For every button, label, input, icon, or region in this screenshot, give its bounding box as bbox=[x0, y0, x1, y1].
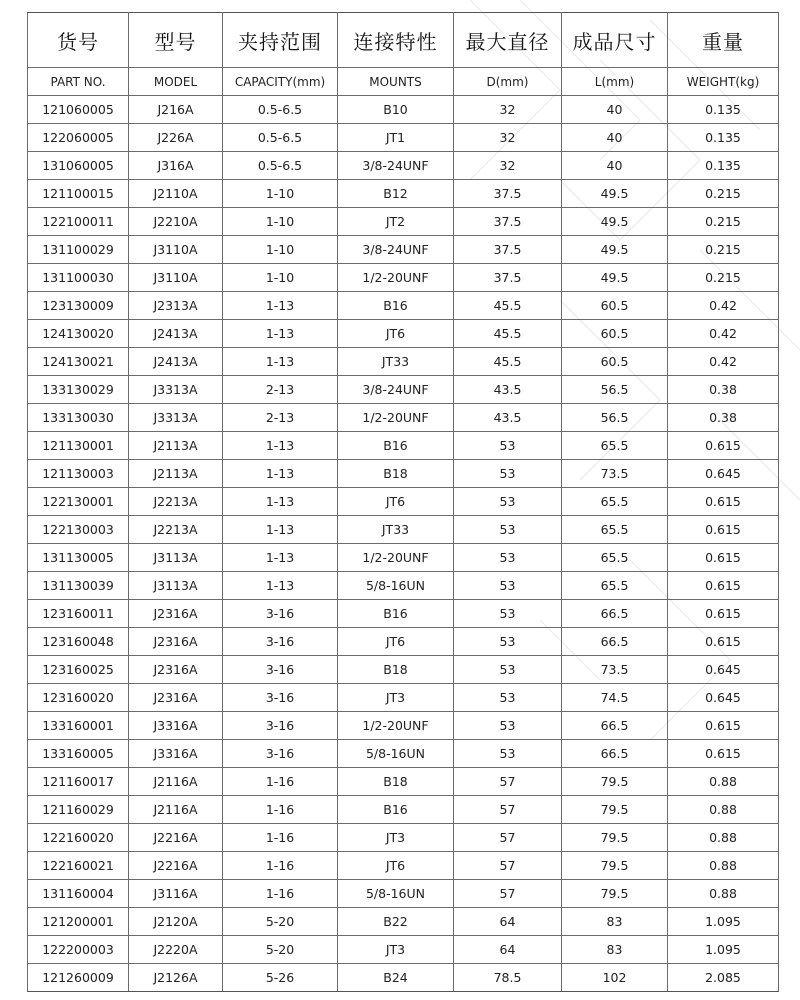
cell-diameter: 43.5 bbox=[454, 376, 562, 404]
cell-mounts: JT3 bbox=[338, 824, 454, 852]
cell-length: 79.5 bbox=[562, 852, 668, 880]
cell-capacity: 3-16 bbox=[223, 656, 338, 684]
cell-model: J2113A bbox=[129, 460, 223, 488]
cell-weight: 0.615 bbox=[668, 712, 779, 740]
cell-capacity: 3-16 bbox=[223, 600, 338, 628]
cell-weight: 0.215 bbox=[668, 180, 779, 208]
cell-capacity: 1-16 bbox=[223, 852, 338, 880]
table-row bbox=[28, 908, 779, 936]
cell-length: 60.5 bbox=[562, 320, 668, 348]
cell-length: 73.5 bbox=[562, 656, 668, 684]
table-row bbox=[28, 124, 779, 152]
cell-capacity: 3-16 bbox=[223, 684, 338, 712]
cell-length: 79.5 bbox=[562, 796, 668, 824]
cell-diameter: 53 bbox=[454, 516, 562, 544]
cell-diameter: 53 bbox=[454, 628, 562, 656]
cell-model: J2316A bbox=[129, 684, 223, 712]
header-cn-model: 型号 bbox=[129, 13, 223, 68]
cell-part-no: 133130029 bbox=[28, 376, 129, 404]
cell-length: 79.5 bbox=[562, 880, 668, 908]
cell-part-no: 121200001 bbox=[28, 908, 129, 936]
cell-length: 65.5 bbox=[562, 488, 668, 516]
table-row bbox=[28, 432, 779, 460]
cell-mounts: 1/2-20UNF bbox=[338, 404, 454, 432]
cell-part-no: 122100011 bbox=[28, 208, 129, 236]
cell-mounts: JT3 bbox=[338, 936, 454, 964]
cell-length: 102 bbox=[562, 964, 668, 992]
cell-weight: 0.88 bbox=[668, 852, 779, 880]
cell-mounts: B24 bbox=[338, 964, 454, 992]
cell-capacity: 2-13 bbox=[223, 404, 338, 432]
cell-model: J2213A bbox=[129, 488, 223, 516]
cell-model: J2126A bbox=[129, 964, 223, 992]
cell-part-no: 131130005 bbox=[28, 544, 129, 572]
cell-mounts: B18 bbox=[338, 768, 454, 796]
cell-capacity: 1-13 bbox=[223, 292, 338, 320]
cell-part-no: 131100029 bbox=[28, 236, 129, 264]
cell-capacity: 1-13 bbox=[223, 348, 338, 376]
table-row bbox=[28, 404, 779, 432]
cell-weight: 0.42 bbox=[668, 320, 779, 348]
cell-part-no: 123160020 bbox=[28, 684, 129, 712]
cell-part-no: 133160005 bbox=[28, 740, 129, 768]
table-row bbox=[28, 544, 779, 572]
header-en-part-no: PART NO. bbox=[28, 68, 129, 96]
cell-capacity: 5-20 bbox=[223, 908, 338, 936]
cell-weight: 0.38 bbox=[668, 404, 779, 432]
cell-weight: 2.085 bbox=[668, 964, 779, 992]
cell-length: 66.5 bbox=[562, 712, 668, 740]
cell-capacity: 1-13 bbox=[223, 572, 338, 600]
cell-length: 73.5 bbox=[562, 460, 668, 488]
cell-model: J226A bbox=[129, 124, 223, 152]
cell-capacity: 1-10 bbox=[223, 208, 338, 236]
cell-model: J3110A bbox=[129, 264, 223, 292]
header-cn-length: 成品尺寸 bbox=[562, 13, 668, 68]
cell-diameter: 32 bbox=[454, 152, 562, 180]
cell-diameter: 64 bbox=[454, 908, 562, 936]
cell-model: J2316A bbox=[129, 600, 223, 628]
table-row bbox=[28, 768, 779, 796]
header-cn-capacity: 夹持范围 bbox=[223, 13, 338, 68]
cell-mounts: 3/8-24UNF bbox=[338, 376, 454, 404]
table-row bbox=[28, 852, 779, 880]
cell-model: J2316A bbox=[129, 656, 223, 684]
cell-part-no: 123160048 bbox=[28, 628, 129, 656]
table-body bbox=[28, 96, 779, 992]
table-row bbox=[28, 936, 779, 964]
cell-capacity: 1-10 bbox=[223, 264, 338, 292]
table-row bbox=[28, 796, 779, 824]
cell-part-no: 123130009 bbox=[28, 292, 129, 320]
cell-diameter: 57 bbox=[454, 768, 562, 796]
cell-diameter: 78.5 bbox=[454, 964, 562, 992]
cell-length: 65.5 bbox=[562, 516, 668, 544]
cell-capacity: 3-16 bbox=[223, 712, 338, 740]
header-row-cn bbox=[28, 13, 779, 68]
table-row bbox=[28, 348, 779, 376]
cell-model: J3113A bbox=[129, 544, 223, 572]
cell-diameter: 53 bbox=[454, 572, 562, 600]
cell-part-no: 122160021 bbox=[28, 852, 129, 880]
cell-diameter: 57 bbox=[454, 852, 562, 880]
cell-diameter: 57 bbox=[454, 824, 562, 852]
cell-weight: 0.645 bbox=[668, 460, 779, 488]
cell-diameter: 53 bbox=[454, 460, 562, 488]
cell-mounts: JT2 bbox=[338, 208, 454, 236]
cell-part-no: 124130020 bbox=[28, 320, 129, 348]
cell-length: 49.5 bbox=[562, 208, 668, 236]
cell-part-no: 131060005 bbox=[28, 152, 129, 180]
cell-diameter: 53 bbox=[454, 432, 562, 460]
cell-capacity: 1-16 bbox=[223, 796, 338, 824]
cell-length: 49.5 bbox=[562, 180, 668, 208]
cell-mounts: 5/8-16UN bbox=[338, 572, 454, 600]
cell-length: 60.5 bbox=[562, 348, 668, 376]
cell-mounts: 5/8-16UN bbox=[338, 880, 454, 908]
cell-model: J2313A bbox=[129, 292, 223, 320]
table-row bbox=[28, 460, 779, 488]
cell-mounts: 1/2-20UNF bbox=[338, 264, 454, 292]
cell-diameter: 37.5 bbox=[454, 236, 562, 264]
cell-model: J2110A bbox=[129, 180, 223, 208]
cell-mounts: B10 bbox=[338, 96, 454, 124]
cell-diameter: 37.5 bbox=[454, 180, 562, 208]
cell-capacity: 1-10 bbox=[223, 180, 338, 208]
cell-length: 83 bbox=[562, 908, 668, 936]
cell-capacity: 1-13 bbox=[223, 460, 338, 488]
cell-mounts: JT6 bbox=[338, 852, 454, 880]
cell-part-no: 121160029 bbox=[28, 796, 129, 824]
header-row-en bbox=[28, 68, 779, 96]
table-row bbox=[28, 376, 779, 404]
cell-mounts: 3/8-24UNF bbox=[338, 236, 454, 264]
cell-model: J3316A bbox=[129, 740, 223, 768]
cell-mounts: JT6 bbox=[338, 320, 454, 348]
table-row bbox=[28, 264, 779, 292]
cell-part-no: 131160004 bbox=[28, 880, 129, 908]
cell-weight: 0.215 bbox=[668, 208, 779, 236]
header-cn-part-no: 货号 bbox=[28, 13, 129, 68]
cell-length: 83 bbox=[562, 936, 668, 964]
spec-table bbox=[27, 12, 779, 992]
cell-model: J2120A bbox=[129, 908, 223, 936]
header-cn-diameter: 最大直径 bbox=[454, 13, 562, 68]
header-en-model: MODEL bbox=[129, 68, 223, 96]
cell-diameter: 53 bbox=[454, 740, 562, 768]
cell-part-no: 123160025 bbox=[28, 656, 129, 684]
cell-part-no: 121100015 bbox=[28, 180, 129, 208]
cell-diameter: 53 bbox=[454, 544, 562, 572]
cell-length: 66.5 bbox=[562, 628, 668, 656]
cell-model: J2413A bbox=[129, 348, 223, 376]
cell-mounts: B16 bbox=[338, 600, 454, 628]
cell-mounts: 3/8-24UNF bbox=[338, 152, 454, 180]
cell-mounts: JT6 bbox=[338, 628, 454, 656]
cell-model: J2216A bbox=[129, 852, 223, 880]
cell-capacity: 1-13 bbox=[223, 488, 338, 516]
cell-weight: 0.615 bbox=[668, 600, 779, 628]
cell-diameter: 32 bbox=[454, 124, 562, 152]
cell-capacity: 1-13 bbox=[223, 544, 338, 572]
cell-length: 65.5 bbox=[562, 544, 668, 572]
cell-capacity: 1-13 bbox=[223, 320, 338, 348]
table-row bbox=[28, 488, 779, 516]
cell-part-no: 122130001 bbox=[28, 488, 129, 516]
table-row bbox=[28, 292, 779, 320]
cell-model: J2216A bbox=[129, 824, 223, 852]
cell-mounts: B16 bbox=[338, 432, 454, 460]
cell-diameter: 37.5 bbox=[454, 208, 562, 236]
table-row bbox=[28, 96, 779, 124]
table-row bbox=[28, 572, 779, 600]
table-row bbox=[28, 684, 779, 712]
cell-weight: 0.615 bbox=[668, 516, 779, 544]
cell-part-no: 133130030 bbox=[28, 404, 129, 432]
cell-part-no: 123160011 bbox=[28, 600, 129, 628]
cell-weight: 1.095 bbox=[668, 936, 779, 964]
cell-diameter: 45.5 bbox=[454, 348, 562, 376]
cell-length: 79.5 bbox=[562, 768, 668, 796]
table-row bbox=[28, 880, 779, 908]
cell-part-no: 121130003 bbox=[28, 460, 129, 488]
cell-length: 79.5 bbox=[562, 824, 668, 852]
cell-capacity: 5-26 bbox=[223, 964, 338, 992]
cell-model: J216A bbox=[129, 96, 223, 124]
cell-weight: 0.88 bbox=[668, 880, 779, 908]
table-row bbox=[28, 600, 779, 628]
cell-length: 56.5 bbox=[562, 404, 668, 432]
cell-weight: 0.88 bbox=[668, 824, 779, 852]
cell-diameter: 37.5 bbox=[454, 264, 562, 292]
table-row bbox=[28, 180, 779, 208]
cell-mounts: B16 bbox=[338, 796, 454, 824]
cell-mounts: JT3 bbox=[338, 684, 454, 712]
table-row bbox=[28, 236, 779, 264]
cell-diameter: 53 bbox=[454, 600, 562, 628]
cell-mounts: B22 bbox=[338, 908, 454, 936]
cell-part-no: 131130039 bbox=[28, 572, 129, 600]
cell-diameter: 45.5 bbox=[454, 292, 562, 320]
cell-model: J2116A bbox=[129, 796, 223, 824]
cell-part-no: 124130021 bbox=[28, 348, 129, 376]
cell-length: 40 bbox=[562, 96, 668, 124]
cell-mounts: 1/2-20UNF bbox=[338, 544, 454, 572]
cell-capacity: 1-10 bbox=[223, 236, 338, 264]
cell-model: J316A bbox=[129, 152, 223, 180]
table-row bbox=[28, 964, 779, 992]
cell-part-no: 121130001 bbox=[28, 432, 129, 460]
cell-model: J2413A bbox=[129, 320, 223, 348]
cell-length: 49.5 bbox=[562, 236, 668, 264]
header-en-weight: WEIGHT(kg) bbox=[668, 68, 779, 96]
header-en-diameter: D(mm) bbox=[454, 68, 562, 96]
cell-part-no: 122130003 bbox=[28, 516, 129, 544]
cell-mounts: B16 bbox=[338, 292, 454, 320]
table-row bbox=[28, 208, 779, 236]
cell-diameter: 57 bbox=[454, 880, 562, 908]
cell-mounts: JT33 bbox=[338, 348, 454, 376]
cell-model: J2220A bbox=[129, 936, 223, 964]
cell-capacity: 1-13 bbox=[223, 432, 338, 460]
cell-length: 74.5 bbox=[562, 684, 668, 712]
cell-length: 65.5 bbox=[562, 432, 668, 460]
cell-mounts: B18 bbox=[338, 460, 454, 488]
cell-capacity: 0.5-6.5 bbox=[223, 124, 338, 152]
header-en-length: L(mm) bbox=[562, 68, 668, 96]
cell-mounts: 5/8-16UN bbox=[338, 740, 454, 768]
cell-weight: 0.88 bbox=[668, 768, 779, 796]
cell-model: J3116A bbox=[129, 880, 223, 908]
table-row bbox=[28, 320, 779, 348]
cell-length: 40 bbox=[562, 152, 668, 180]
cell-weight: 0.615 bbox=[668, 544, 779, 572]
cell-capacity: 0.5-6.5 bbox=[223, 96, 338, 124]
cell-weight: 0.135 bbox=[668, 124, 779, 152]
cell-part-no: 121060005 bbox=[28, 96, 129, 124]
cell-capacity: 1-13 bbox=[223, 516, 338, 544]
cell-model: J3313A bbox=[129, 376, 223, 404]
cell-weight: 0.42 bbox=[668, 348, 779, 376]
cell-diameter: 45.5 bbox=[454, 320, 562, 348]
cell-model: J2210A bbox=[129, 208, 223, 236]
cell-model: J3313A bbox=[129, 404, 223, 432]
cell-weight: 0.645 bbox=[668, 656, 779, 684]
cell-weight: 0.135 bbox=[668, 96, 779, 124]
cell-mounts: JT1 bbox=[338, 124, 454, 152]
cell-part-no: 131100030 bbox=[28, 264, 129, 292]
header-en-mounts: MOUNTS bbox=[338, 68, 454, 96]
cell-mounts: JT6 bbox=[338, 488, 454, 516]
cell-model: J3110A bbox=[129, 236, 223, 264]
header-en-capacity: CAPACITY(mm) bbox=[223, 68, 338, 96]
header-cn-mounts: 连接特性 bbox=[338, 13, 454, 68]
cell-weight: 0.135 bbox=[668, 152, 779, 180]
cell-length: 60.5 bbox=[562, 292, 668, 320]
cell-part-no: 122060005 bbox=[28, 124, 129, 152]
cell-model: J2316A bbox=[129, 628, 223, 656]
cell-mounts: JT33 bbox=[338, 516, 454, 544]
cell-weight: 0.615 bbox=[668, 628, 779, 656]
table-row bbox=[28, 824, 779, 852]
cell-capacity: 1-16 bbox=[223, 824, 338, 852]
cell-part-no: 121160017 bbox=[28, 768, 129, 796]
cell-mounts: B18 bbox=[338, 656, 454, 684]
cell-model: J3113A bbox=[129, 572, 223, 600]
cell-diameter: 64 bbox=[454, 936, 562, 964]
cell-weight: 0.615 bbox=[668, 432, 779, 460]
cell-model: J3316A bbox=[129, 712, 223, 740]
cell-diameter: 53 bbox=[454, 712, 562, 740]
cell-part-no: 122160020 bbox=[28, 824, 129, 852]
cell-weight: 0.615 bbox=[668, 740, 779, 768]
cell-length: 66.5 bbox=[562, 600, 668, 628]
cell-capacity: 1-16 bbox=[223, 768, 338, 796]
cell-weight: 0.215 bbox=[668, 236, 779, 264]
cell-capacity: 3-16 bbox=[223, 628, 338, 656]
table-row bbox=[28, 516, 779, 544]
cell-weight: 1.095 bbox=[668, 908, 779, 936]
cell-capacity: 2-13 bbox=[223, 376, 338, 404]
cell-mounts: B12 bbox=[338, 180, 454, 208]
cell-diameter: 53 bbox=[454, 684, 562, 712]
cell-weight: 0.38 bbox=[668, 376, 779, 404]
cell-diameter: 43.5 bbox=[454, 404, 562, 432]
cell-capacity: 3-16 bbox=[223, 740, 338, 768]
header-cn-weight: 重量 bbox=[668, 13, 779, 68]
cell-diameter: 32 bbox=[454, 96, 562, 124]
table-row bbox=[28, 628, 779, 656]
cell-mounts: 1/2-20UNF bbox=[338, 712, 454, 740]
cell-weight: 0.42 bbox=[668, 292, 779, 320]
cell-capacity: 5-20 bbox=[223, 936, 338, 964]
cell-length: 49.5 bbox=[562, 264, 668, 292]
cell-length: 66.5 bbox=[562, 740, 668, 768]
cell-weight: 0.615 bbox=[668, 572, 779, 600]
cell-model: J2116A bbox=[129, 768, 223, 796]
cell-model: J2213A bbox=[129, 516, 223, 544]
table-row bbox=[28, 152, 779, 180]
cell-diameter: 53 bbox=[454, 656, 562, 684]
cell-capacity: 0.5-6.5 bbox=[223, 152, 338, 180]
cell-part-no: 133160001 bbox=[28, 712, 129, 740]
table-row bbox=[28, 712, 779, 740]
cell-part-no: 121260009 bbox=[28, 964, 129, 992]
cell-weight: 0.645 bbox=[668, 684, 779, 712]
cell-capacity: 1-16 bbox=[223, 880, 338, 908]
cell-part-no: 122200003 bbox=[28, 936, 129, 964]
cell-weight: 0.88 bbox=[668, 796, 779, 824]
cell-weight: 0.615 bbox=[668, 488, 779, 516]
table-row bbox=[28, 740, 779, 768]
cell-diameter: 53 bbox=[454, 488, 562, 516]
cell-length: 40 bbox=[562, 124, 668, 152]
cell-weight: 0.215 bbox=[668, 264, 779, 292]
table-row bbox=[28, 656, 779, 684]
cell-model: J2113A bbox=[129, 432, 223, 460]
cell-length: 65.5 bbox=[562, 572, 668, 600]
cell-diameter: 57 bbox=[454, 796, 562, 824]
cell-length: 56.5 bbox=[562, 376, 668, 404]
